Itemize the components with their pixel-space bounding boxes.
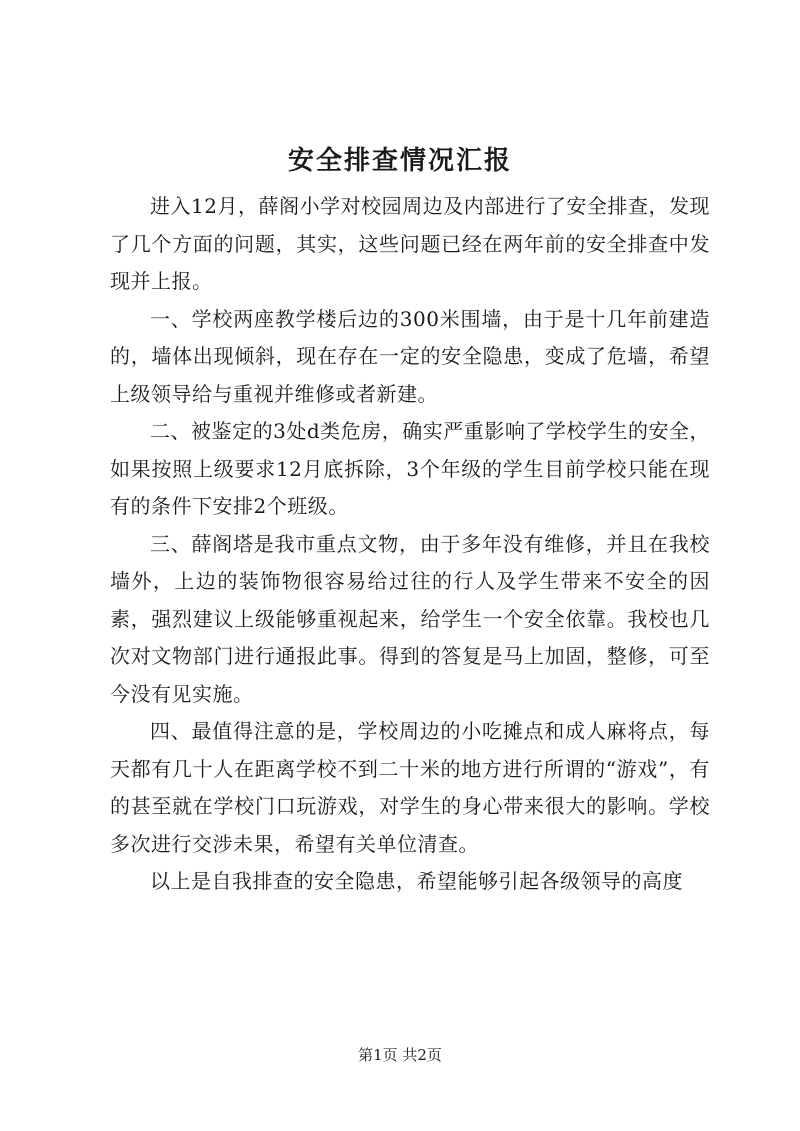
paragraph-item-4: 四、最值得注意的是，学校周边的小吃摊点和成人麻将点，每天都有几十人在距离学校不到二十米的地方进行所谓的“游戏”，有的甚至就在学校门口玩游戏，对学生的身心带来很大的影响。学校多次进行交涉未果，希望有关单位清查。 xyxy=(110,719,710,856)
document-body xyxy=(110,188,710,901)
paragraph-item-2: 二、被鉴定的3处d类危房，确实严重影响了学校学生的安全，如果按照上级要求12月底拆除，3个年级的学生目前学校只能在现有的条件下安排2个班级。 xyxy=(110,419,710,518)
paragraph-intro: 进入12月，薛阁小学对校园周边及内部进行了安全排查，发现了几个方面的问题，其实，这些问题已经在两年前的安全排查中发现并上报。 xyxy=(110,194,710,293)
paragraph-conclusion: 以上是自我排查的安全隐患，希望能够引起各级领导的高度 xyxy=(150,869,683,893)
paragraph-item-3: 三、薛阁塔是我市重点文物，由于多年没有维修，并且在我校墙外，上边的装饰物很容易给过往的行人及学生带来不安全的因素，强烈建议上级能够重视起来，给学生一个安全依靠。我校也几次对文物部门进行通报此事。得到的答复是马上加固，整修，可至今没有见实施。 xyxy=(110,531,710,706)
paragraph-item-1: 一、学校两座教学楼后边的300米围墙，由于是十几年前建造的，墙体出现倾斜，现在存在一定的安全隐患，变成了危墙，希望上级领导给与重视并维修或者新建。 xyxy=(110,306,710,406)
document-title: 安全排查情况汇报 xyxy=(287,146,512,176)
page-footer: 第1页 共2页 xyxy=(358,1046,442,1064)
